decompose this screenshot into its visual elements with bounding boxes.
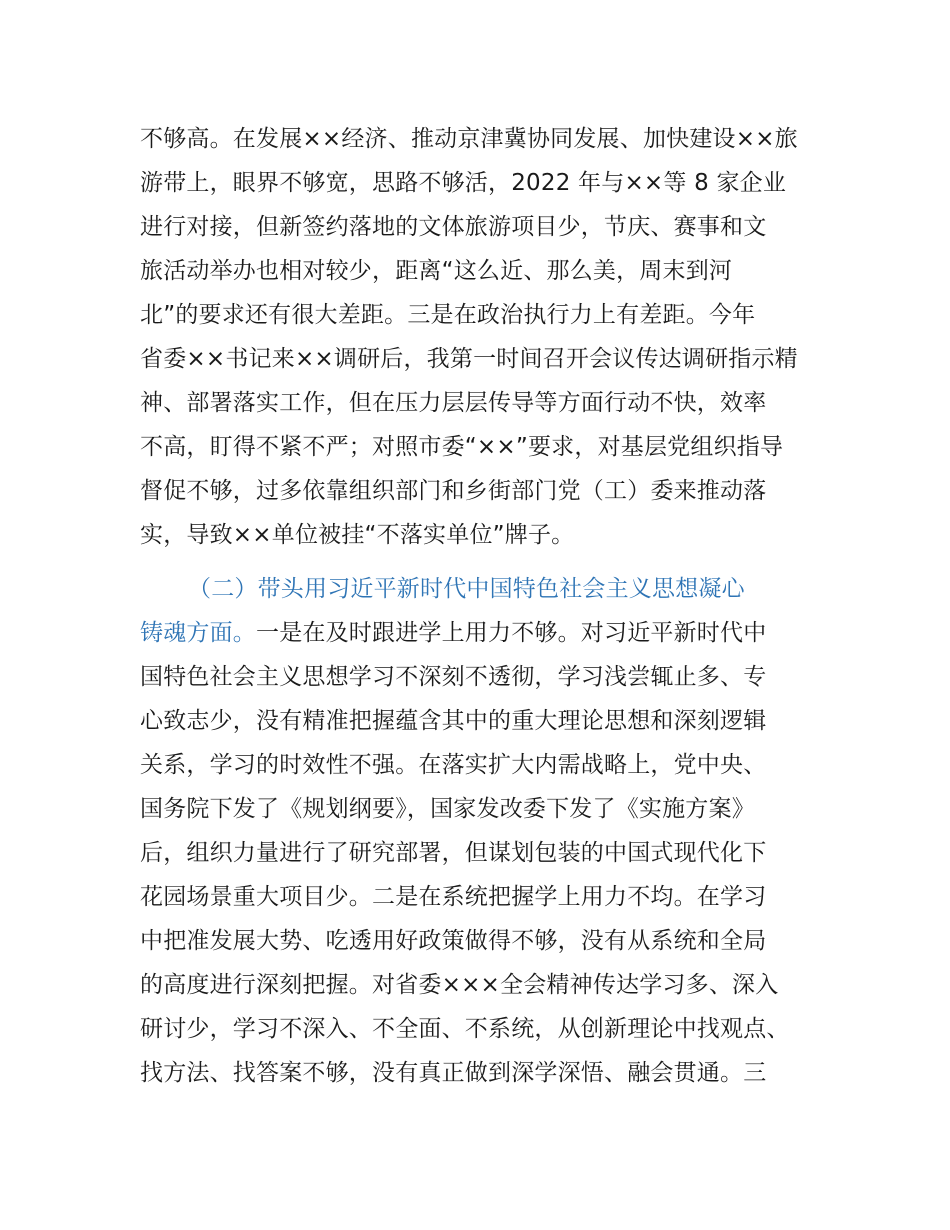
paragraph2-line-5: 关系，学习的时效性不强。在落实扩大内需战略上，党中央、 [140, 752, 767, 778]
paragraph2-line-3: 国特色社会主义思想学习不深刻不透彻，学习浅尝辄止多、专 [140, 664, 767, 690]
paragraph1-line-3: 进行对接，但新签约落地的文体旅游项目少，节庆、赛事和文 [140, 214, 767, 240]
paragraph2-line-7: 后，组织力量进行了研究部署，但谋划包装的中国式现代化下 [140, 840, 767, 866]
paragraph1-line-10: 实，导致××单位被挂“不落实单位”牌子。 [140, 522, 575, 548]
paragraph2-line-8: 花园场景重大项目少。二是在系统把握学上用力不均。在学习 [140, 884, 767, 910]
paragraph2-line-12: 找方法、找答案不够，没有真正做到深学深悟、融会贯通。三 [140, 1060, 767, 1086]
paragraph1-line-5: 北”的要求还有很大差距。三是在政治执行力上有差距。今年 [140, 302, 756, 328]
paragraph2-line-2 [140, 618, 766, 648]
paragraph2-line-11: 研讨少，学习不深入、不全面、不系统，从创新理论中找观点、 [140, 1016, 790, 1042]
paragraph2-line-2-rest: 一是在及时跟进学上用力不够。对习近平新时代中 [256, 620, 767, 646]
paragraph1-line-8: 不高，盯得不紧不严；对照市委“××”要求，对基层党组织指导 [140, 434, 784, 460]
section-heading-line-1: （二）带头用习近平新时代中国特色社会主义思想凝心 [188, 576, 745, 602]
section-heading-line-2: 铸魂方面。 [140, 620, 256, 646]
paragraph1-line-4: 旅活动举办也相对较少，距离“这么近、那么美，周末到河 [140, 258, 733, 284]
paragraph2-line-4: 心致志少，没有精准把握蕴含其中的重大理论思想和深刻逻辑 [140, 708, 767, 734]
paragraph1-line-2: 游带上，眼界不够宽，思路不够活，2022 年与××等 8 家企业 [140, 170, 787, 196]
paragraph1-line-1: 不够高。在发展××经济、推动京津冀协同发展、加快建设××旅 [140, 126, 798, 152]
paragraph2-line-6: 国务院下发了《规划纲要》，国家发改委下发了《实施方案》 [140, 796, 755, 822]
paragraph1-line-7: 神、部署落实工作，但在压力层层传导等方面行动不快，效率 [140, 390, 767, 416]
paragraph2-line-9: 中把准发展大势、吃透用好政策做得不够，没有从系统和全局 [140, 928, 767, 954]
paragraph2-line-10: 的高度进行深刻把握。对省委×××全会精神传达学习多、深入 [140, 972, 779, 998]
paragraph1-line-6: 省委××书记来××调研后，我第一时间召开会议传达调研指示精 [140, 346, 798, 372]
paragraph1-line-9: 督促不够，过多依靠组织部门和乡街部门党（工）委来推动落 [140, 478, 767, 504]
